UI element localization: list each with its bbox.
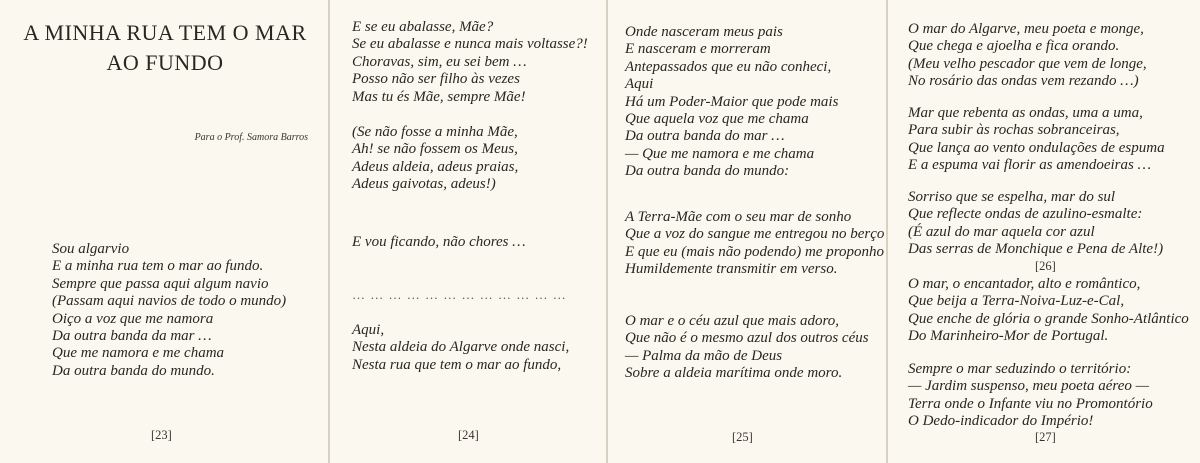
verse-line: Que me namora e me chama	[52, 345, 225, 362]
verse-line: Se eu abalasse e nunca mais voltasse?!	[352, 36, 588, 53]
verse-line: O mar e o céu azul que mais adoro,	[625, 313, 840, 329]
ellipsis-line: … … … … … … … … … … … …	[352, 287, 567, 302]
verse-line: E a espuma vai florir as amendoeiras …	[908, 157, 1151, 174]
verse-line: Oiço a voz que me namora	[52, 310, 214, 327]
verse-line: Que a voz do sangue me entregou no berço	[625, 226, 885, 243]
verse-line: Ah! se não fossem os Meus,	[352, 141, 518, 158]
verse-line: Da outra banda do mar …	[625, 128, 785, 145]
stanza	[908, 21, 1147, 91]
inner-page-number: [26]	[1035, 259, 1056, 273]
verse-line: Para subir às rochas sobranceiras,	[908, 122, 1120, 139]
verse-line: O mar, o encantador, alto e romântico,	[908, 276, 1141, 292]
verse-line: Que beija a Terra-Noiva-Luz-e-Cal,	[908, 293, 1125, 310]
verse-line: Posso não ser filho às vezes	[352, 71, 520, 88]
verse-line: Que aquela voz que me chama	[625, 111, 809, 128]
verse-line: Mas tu és Mãe, sempre Mãe!	[352, 88, 526, 105]
verse-line: O mar do Algarve, meu poeta e monge,	[908, 21, 1144, 37]
page-23	[0, 0, 328, 463]
page-number: [24]	[458, 428, 479, 442]
page-number: [23]	[151, 428, 172, 442]
verse-line: Antepassados que eu não conheci,	[625, 58, 832, 75]
stanza	[352, 322, 569, 374]
verse-line: E se eu abalasse, Mãe?	[352, 19, 494, 35]
title-line-1: A MINHA RUA TEM O MAR	[23, 20, 307, 45]
stanza	[625, 209, 884, 279]
verse-line: Das serras de Monchique e Pena de Alte!)	[908, 241, 1164, 258]
stanza	[352, 19, 588, 106]
verse-line: Aqui	[625, 76, 654, 93]
verse-line: — Jardim suspenso, meu poeta aéreo —	[908, 378, 1149, 395]
stanza	[908, 105, 1165, 175]
verse-line: Que não é o mesmo azul dos outros céus	[625, 330, 869, 347]
verse-line: Da outra banda do mundo:	[625, 163, 790, 180]
verse-line: Que chega e ajoelha e fica orando.	[908, 38, 1120, 55]
title-line-2: AO FUNDO	[106, 50, 224, 75]
verse-line: Sou algarvio	[52, 241, 130, 257]
stanza	[908, 189, 1163, 259]
verse-line: Sobre a aldeia marítima onde moro.	[625, 365, 843, 382]
verse-line: A Terra-Mãe com o seu mar de sonho	[625, 209, 852, 225]
verse-line: Mar que rebenta as ondas, uma a uma,	[908, 105, 1143, 121]
stanza	[352, 124, 518, 194]
stanza	[908, 276, 1189, 346]
verse-line: Sempre o mar seduzindo o território:	[908, 361, 1132, 377]
verse-line: E que eu (mais não podendo) me proponho	[625, 243, 884, 260]
verse-line: Aqui,	[352, 322, 385, 338]
verse-line: E a minha rua tem o mar ao fundo.	[52, 258, 264, 275]
verse-line: Terra onde o Infante viu no Promontório	[908, 395, 1153, 412]
verse-line: (Meu velho pescador que vem de longe,	[908, 55, 1147, 72]
verse-line: Do Marinheiro-Mor de Portugal.	[908, 328, 1109, 345]
verse-line: Adeus aldeia, adeus praias,	[352, 158, 519, 175]
stanza	[625, 24, 838, 181]
verse-line: — Que me namora e me chama	[625, 145, 815, 162]
verse-line: Há um Poder-Maior que pode mais	[625, 93, 839, 110]
verse-line: Da outra banda da mar …	[52, 328, 212, 345]
stanza	[352, 234, 526, 251]
verse-line: Sempre que passa aqui algum navio	[52, 275, 269, 292]
verse-line: — Palma da mão de Deus	[625, 347, 783, 364]
stanza	[625, 313, 869, 383]
verse-line: Sorriso que se espelha, mar do sul	[908, 189, 1116, 205]
verse-line: Humildemente transmitir em verso.	[625, 261, 838, 278]
verse-line: O Dedo-indicador do Império!	[908, 413, 1094, 430]
verse-line: Adeus gaivotas, adeus!)	[352, 176, 496, 193]
verse-line: E vou ficando, não chores …	[352, 234, 526, 250]
verse-line: Choravas, sim, eu sei bem …	[352, 53, 527, 70]
verse-line: (É azul do mar aquela cor azul	[908, 223, 1095, 240]
verse-line: Que enche de glória o grande Sonho-Atlântico	[908, 310, 1189, 327]
verse-line: Nesta rua que tem o mar ao fundo,	[352, 356, 562, 373]
verse-line: Que lança ao vento ondulações de espuma	[908, 139, 1165, 156]
verse-line: Onde nasceram meus pais	[625, 24, 783, 40]
stanza	[908, 361, 1153, 431]
poem-title	[0, 18, 330, 78]
verse-line: (Passam aqui navios de todo o mundo)	[52, 293, 287, 310]
verse-line: Da outra banda do mundo.	[52, 362, 215, 379]
verse-line: No rosário das ondas vem rezando …)	[908, 73, 1139, 90]
verse-line: Que reflecte ondas de azulino-esmalte:	[908, 206, 1143, 223]
dedication: Para o Prof. Samora Barros	[194, 132, 308, 143]
verse-line: Nesta aldeia do Algarve onde nasci,	[352, 339, 570, 356]
page-number: [25]	[732, 430, 753, 444]
stanza	[52, 241, 286, 380]
verse-line: E nasceram e morreram	[625, 41, 771, 58]
verse-line: (Se não fosse a minha Mãe,	[352, 124, 518, 140]
page-number: [27]	[1035, 430, 1056, 444]
